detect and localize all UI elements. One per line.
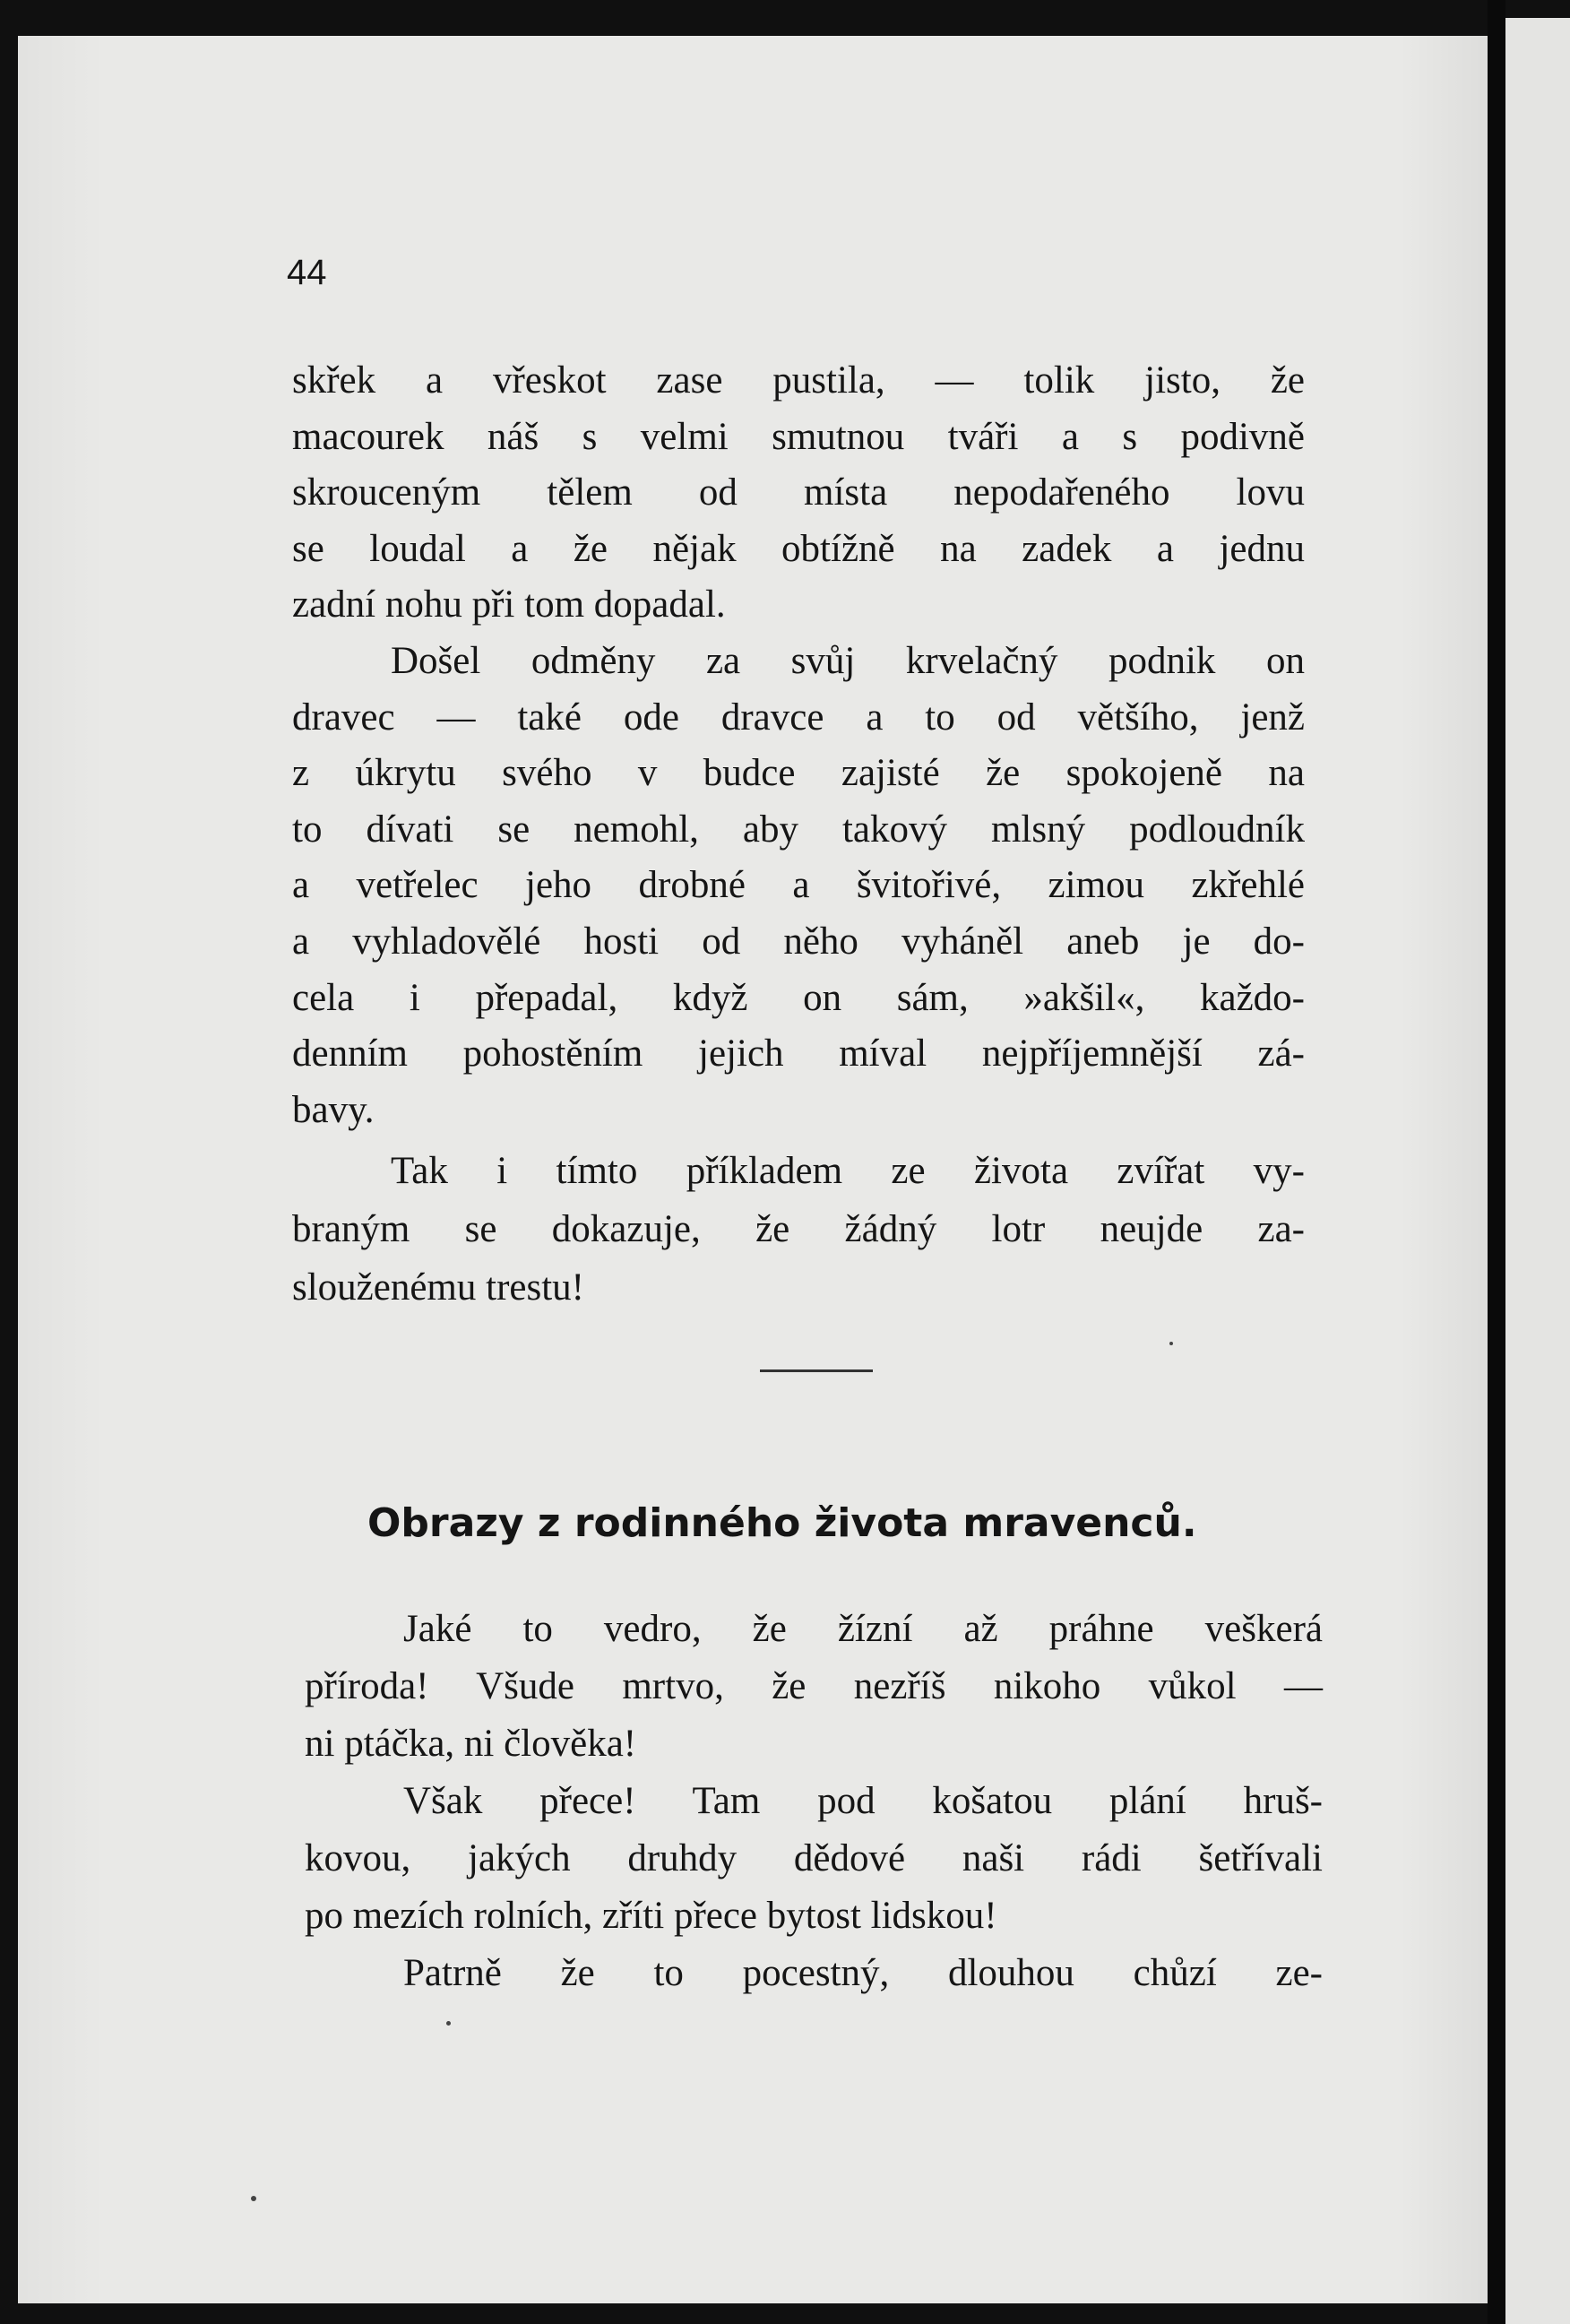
text-line: skrouceným tělem od místa nepodařeného lovu [292, 471, 1305, 514]
text-line: ni ptáčka, ni člověka! [305, 1723, 637, 1765]
text-line: Došel odměny za svůj krvelačný podnik on [391, 640, 1305, 682]
text-line: zadní nohu při tom dopadal. [292, 583, 726, 626]
text-line: Však přece! Tam pod košatou plání hruš- [403, 1780, 1323, 1822]
text-line: příroda! Všude mrtvo, že nezříš nikoho vůkol — [305, 1665, 1323, 1707]
text-line: to dívati se nemohl, aby takový mlsný podloudník [292, 808, 1305, 851]
text-line: dravec — také ode dravce a to od většího, jenž [292, 696, 1305, 739]
paper-speck [1169, 1342, 1173, 1345]
text-line: a vetřelec jeho drobné a švitořivé, zimou zkřehlé [292, 864, 1305, 906]
text-line: a vyhladovělé hosti od něho vyháněl aneb je do- [292, 920, 1305, 963]
text-line: kovou, jakých druhdy dědové naši rádi šetřívali [305, 1837, 1323, 1879]
text-line: Jaké to vedro, že žízní až práhne veškerá [403, 1608, 1323, 1650]
text-line: denním pohostěním jejich míval nejpříjemnější zá- [292, 1032, 1305, 1075]
adjacent-page-edge [1505, 18, 1570, 2324]
text-line: se loudal a že nějak obtížně na zadek a jednu [292, 528, 1305, 570]
text-line: Tak i tímto příkladem ze života zvířat vy- [391, 1150, 1305, 1192]
page-number: 44 [287, 253, 327, 292]
text-line: cela i přepadal, když on sám, »akšil«, každo- [292, 977, 1305, 1019]
chapter-heading: Obrazy z rodinného života mravenců. [367, 1500, 1197, 1546]
text-line: po mezích rolních, zříti přece bytost lidskou! [305, 1895, 997, 1937]
text-line: slouženému trestu! [292, 1266, 584, 1309]
text-line: Patrně že to pocestný, dlouhou chůzí ze- [403, 1952, 1323, 1994]
book-gutter [1488, 0, 1505, 2324]
text-line: z úkrytu svého v budce zajisté že spokojeně na [292, 752, 1305, 794]
text-line: skřek a vřeskot zase pustila, — tolik jisto, že [292, 359, 1305, 402]
section-divider [760, 1369, 873, 1372]
paper-speck [446, 2021, 451, 2026]
paper-speck [251, 2196, 256, 2201]
text-line: macourek náš s velmi smutnou tváři a s podivně [292, 416, 1305, 458]
text-line: bavy. [292, 1089, 375, 1131]
text-line: braným se dokazuje, že žádný lotr neujde za- [292, 1208, 1305, 1250]
